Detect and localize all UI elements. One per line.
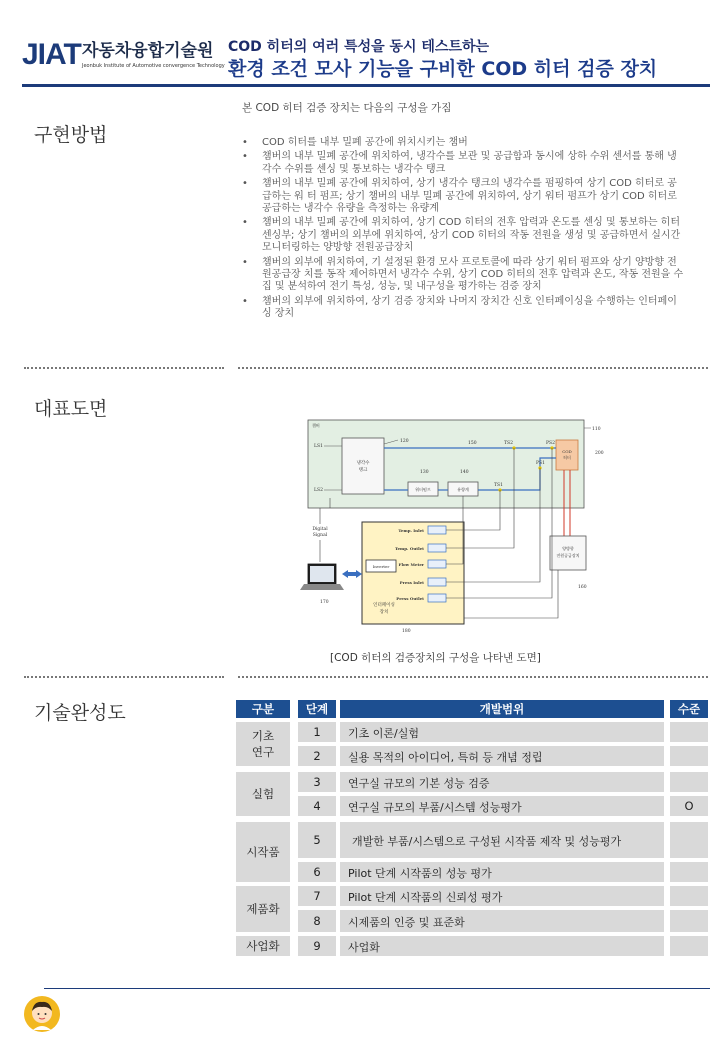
label-130: 130 (420, 470, 429, 475)
interface-label-2: 장치 (379, 610, 389, 615)
chamber-label: 챔버 (312, 423, 320, 428)
ts2-label: TS2 (504, 441, 513, 446)
press-inlet-label: Press Inlet (399, 580, 424, 585)
step-number: 2 (313, 749, 321, 763)
ps2-label: PS2 (546, 441, 555, 446)
page-title: 환경 조건 모사 기능을 구비한 COD 히터 검증 장치 (228, 58, 658, 80)
psu-label-2: 전원공급장치 (556, 553, 580, 558)
ls2-label: LS2 (314, 488, 323, 493)
table-row-step (298, 822, 336, 858)
figure-caption: [COD 히터의 검증장치의 구성을 나타낸 도면] (330, 652, 541, 664)
table-row-level (670, 722, 708, 742)
table-row-scope (340, 722, 664, 742)
table-row-step (298, 746, 336, 766)
table-row-step (298, 886, 336, 906)
group-experiment (236, 772, 290, 816)
group-productization (236, 886, 290, 932)
step-number: 4 (313, 799, 321, 813)
flowmeter-label: 유량계 (457, 487, 469, 492)
logo-jiat: JIAT (22, 38, 81, 71)
table-header-category: 구분 (236, 700, 290, 718)
table-row-level (670, 796, 708, 816)
header-divider (22, 84, 710, 87)
step-number: 1 (313, 725, 321, 739)
scope-text: 기초 이론/실험 (348, 727, 419, 740)
section-divider (238, 367, 708, 369)
level-mark: O (684, 799, 694, 813)
method-list (242, 137, 684, 321)
laptop-base (300, 584, 344, 590)
scope-text: 연구실 규모의 부품/시스템 성능평가 (348, 801, 522, 814)
scope-text: 실용 목적의 아이디어, 특허 등 개념 정립 (348, 751, 543, 764)
table-row-level (670, 772, 708, 792)
heater-label-1: COD (562, 449, 572, 454)
scope-text: 사업화 (348, 941, 380, 954)
table-row-step (298, 722, 336, 742)
method-intro: 본 COD 히터 검증 장치는 다음의 구성을 가짐 (242, 102, 452, 114)
method-item: • COD 히터를 내부 밀폐 공간에 위치시키는 챔버 (242, 137, 684, 149)
representative-figure (300, 418, 620, 636)
method-item: • 챔버의 내부 밀폐 공간에 위치하여, 냉각수를 보관 및 공급함과 동시에 상하 수위 센서를 통해 냉각수 수위를 센싱 및 통보하는 냉각수 탱크 (242, 151, 684, 176)
method-item: • 챔버의 외부에 위치하여, 기 설정된 환경 모사 프로토콜에 따라 상기 워터 펌프와 상기 양방향 전원공급장 치를 동작 제어하면서 냉각수 수위, 상기 COD 히터의 전후 압력과 온도, 작동 전원을 수집 및 분석하여 전기 특성, 성능, 및 내구성을 평가하는 검증 장치 (242, 257, 684, 294)
label-170: 170 (320, 600, 329, 605)
scope-text: 시제품의 인증 및 표준화 (348, 916, 465, 929)
org-name-ko: 자동차융합기술원 (82, 41, 214, 61)
label-150: 150 (468, 441, 477, 446)
ls1-label: LS1 (314, 444, 323, 449)
org-name-en: Jeonbuk Institute of Automotive convergence Technology (82, 63, 225, 69)
table-row-scope (340, 862, 664, 882)
section-divider (238, 676, 708, 678)
table-row-scope (340, 796, 664, 816)
interface-label-1: 인터페이싱 (373, 603, 395, 608)
table-row-level (670, 862, 708, 882)
tank-label-2: 탱크 (358, 468, 368, 473)
step-number: 3 (313, 775, 321, 789)
group-basic-research (236, 722, 290, 766)
scope-text: Pilot 단계 시작품의 신뢰성 평가 (348, 891, 503, 904)
temp-outlet-label: Temp. Outlet (394, 546, 424, 551)
interface-device (362, 522, 464, 624)
group-label: 제품화 (246, 902, 280, 916)
table-row-step (298, 910, 336, 932)
table-row-level (670, 936, 708, 956)
ps1-label: PS1 (536, 461, 545, 466)
label-110: 110 (592, 427, 601, 432)
group-label: 사업화 (246, 939, 280, 953)
step-number: 9 (313, 939, 321, 953)
label-120: 120 (400, 439, 409, 444)
table-row-scope (340, 822, 664, 858)
group-label: 실험 (251, 787, 275, 801)
section-title-maturity: 기술완성도 (34, 702, 126, 724)
table-header-step: 단계 (298, 700, 336, 718)
step-number: 8 (313, 914, 321, 928)
table-row-level (670, 886, 708, 906)
psu-label-1: 양방향 (562, 546, 574, 551)
label-180: 180 (402, 629, 411, 634)
table-row-level (670, 822, 708, 858)
label-140: 140 (460, 470, 469, 475)
method-item: • 챔버의 내부 밀폐 공간에 위치하여, 상기 COD 히터의 전후 압력과 온도를 센싱 및 통보하는 히터 센싱부; 상기 챔버의 외부에 위치하여, 상기 COD 히터의 작동 전원을 생성 및 공급하면서 실시간 모니터링하는 양방향 전원공급장치 (242, 217, 684, 254)
table-row-scope (340, 772, 664, 792)
pump-label: 워터펌프 (415, 487, 431, 492)
group-commercialization (236, 936, 290, 956)
group-prototype (236, 822, 290, 882)
scope-text: 개발한 부품/시스템으로 구성된 시작품 제작 및 성능평가 (352, 835, 622, 848)
table-row-scope (340, 936, 664, 956)
page-subtitle: COD 히터의 여러 특성을 동시 테스트하는 (228, 39, 490, 55)
section-divider (24, 367, 224, 369)
section-title-figure: 대표도면 (34, 398, 108, 420)
step-number: 5 (313, 833, 321, 847)
table-header-level: 수준 (670, 700, 708, 718)
digital-label-1: Digital (312, 527, 328, 532)
table-row-step (298, 936, 336, 956)
table-row-scope (340, 910, 664, 932)
scope-text: Pilot 단계 시작품의 성능 평가 (348, 867, 492, 880)
section-title-method: 구현방법 (34, 124, 108, 146)
scope-text: 연구실 규모의 기본 성능 검증 (348, 777, 490, 790)
step-number: 7 (313, 889, 321, 903)
tank-label-1: 냉각수 (356, 461, 370, 466)
table-row-level (670, 910, 708, 932)
section-divider (24, 676, 224, 678)
table-row-scope (340, 746, 664, 766)
footer-divider (44, 988, 710, 989)
flow-meter-label: Flow Meter (398, 562, 424, 567)
table-row-step (298, 796, 336, 816)
table-row-step (298, 862, 336, 882)
label-160: 160 (578, 585, 587, 590)
group-label: 기초 연구 (251, 729, 275, 759)
digital-label-2: Signal (312, 533, 328, 538)
ts1-label: TS1 (494, 483, 503, 488)
heater-label-2: 히터 (563, 455, 571, 460)
method-item: • 챔버의 내부 밀폐 공간에 위치하여, 상기 냉각수 탱크의 냉각수를 펌핑하여 상기 COD 히터로 공급하는 워 터 펌프; 상기 챔버의 내부 밀폐 공간에 위치하여, 상기 워터 펌프가 상기 COD 히터로 공급하는 냉각수 유량을 측정하는 유량계 (242, 178, 684, 215)
step-number: 6 (313, 865, 321, 879)
label-200: 200 (595, 451, 604, 456)
temp-inlet-label: Temp. Inlet (398, 528, 424, 533)
group-label: 시작품 (246, 845, 280, 859)
table-row-scope (340, 886, 664, 906)
table-row-level (670, 746, 708, 766)
method-item: • 챔버의 외부에 위치하여, 상기 검증 장치와 나머지 장치간 신호 인터페이싱을 수행하는 인터페이싱 장치 (242, 296, 684, 321)
table-row-step (298, 772, 336, 792)
coolant-tank (342, 438, 384, 494)
press-outlet-label: Press Outlet (396, 596, 424, 601)
avatar-icon (24, 996, 60, 1032)
inverter-label: Inverter (372, 564, 390, 569)
table-header-scope: 개발범위 (340, 700, 664, 718)
